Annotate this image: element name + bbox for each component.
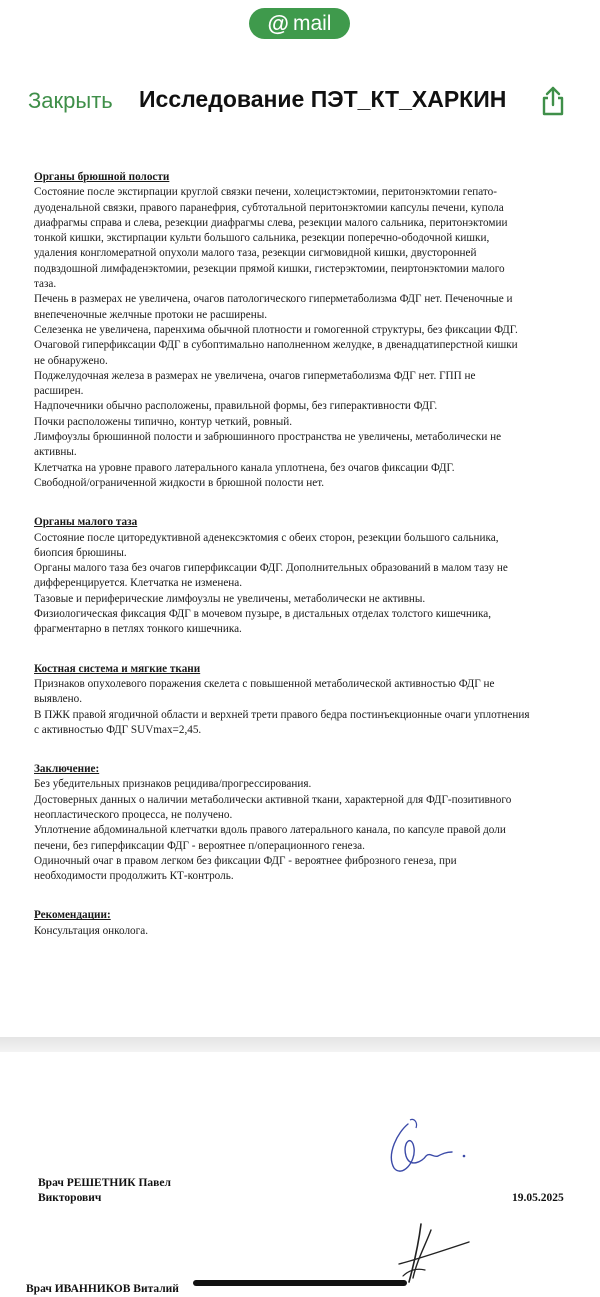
report-section: [34, 170, 582, 491]
report-line: дифференцируется. Клетчатка не изменена.: [34, 577, 243, 590]
report-line: активны.: [34, 446, 77, 459]
report-line: В ПЖК правой ягодичной области и верхней трети правого бедра постинъекционные очаги уплотнения: [34, 708, 530, 721]
signature-2: [395, 1220, 475, 1290]
section-heading: Заключение:: [34, 763, 100, 776]
report-line: Без убедительных признаков рецидива/прогрессирования.: [34, 778, 312, 791]
report-line: выявлено.: [34, 693, 83, 706]
report-line: удаления конгломератной опухоли малого таза, резекции сигмовидной кишки, двусторонней: [34, 247, 477, 260]
report-line: внепеченочные желчные протоки не расширены.: [34, 308, 268, 321]
doctor-1-name: Врач РЕШЕТНИК Павел Викторович: [38, 1177, 171, 1204]
report-line: дуоденальной связки, правого паранефрия, субтотальной перитонэктомии капсулы печени, купола: [34, 201, 504, 214]
report-line: Состояние после циторедуктивной аденексэктомия с обеих сторон, резекции большого сальника,: [34, 531, 499, 544]
document-content: [34, 170, 582, 963]
report-line: биопсия брюшины.: [34, 546, 127, 559]
navigation-bar: [0, 70, 600, 135]
report-line: Печень в размерах не увеличена, очагов патологического гиперметаболизма ФДГ нет. Печеночные и: [34, 293, 513, 306]
section-heading: Рекомендации:: [34, 909, 111, 922]
report-line: Уплотнение абдоминальной клетчатки вдоль правого латерального канала, по капсуле правой доли: [34, 824, 506, 837]
report-line: Физиологическая фиксация ФДГ в мочевом пузыре, в дистальных отделах толстого кишечника,: [34, 608, 492, 621]
report-line: печени, без гиперфиксации ФДГ - вероятнее п/операционного генеза.: [34, 839, 365, 852]
report-line: Состояние после экстирпации круглой связки печени, холецистэктомии, перитонэктомии гепато-: [34, 186, 497, 199]
report-line: не обнаружено.: [34, 354, 108, 367]
report-section: [34, 515, 582, 637]
report-line: необходимости продолжить КТ-контроль.: [34, 870, 234, 883]
report-line: Селезенка не увеличена, паренхима обычной плотности и гомогенной структуры, без фиксации ФДГ.: [34, 323, 518, 336]
report-line: диафрагмы справа и слева, резекции диафрагмы слева, резекции малого сальника, перитонэктомии: [34, 216, 508, 229]
report-date: 19.05.2025: [512, 1192, 564, 1204]
section-heading: Органы брюшной полости: [34, 171, 170, 183]
signature-page: [0, 1052, 600, 1297]
report-section: [34, 762, 582, 884]
signature-1: [380, 1112, 475, 1182]
at-icon: @: [267, 10, 289, 36]
report-section: [34, 908, 582, 939]
report-line: Свободной/ограниченной жидкости в брюшной полости нет.: [34, 476, 325, 489]
report-line: Тазовые и периферические лимфоузлы не увеличены, метаболически не активны.: [34, 592, 426, 605]
report-section: [34, 662, 582, 738]
document-title: Исследование ПЭТ_КТ_ХАРКИН: [139, 86, 507, 112]
doctor-2-name: Врач ИВАННИКОВ Виталий: [26, 1283, 179, 1295]
report-line: тонкой кишки, экстирпации культи большого сальника, резекции поперечно-ободочной кишки,: [34, 232, 490, 245]
report-line: подвздошной лимфаденэктомии, резекции прямой кишки, гистерэктомии, пеиртонэктомии малого: [34, 262, 505, 275]
report-line: Признаков опухолевого поражения скелета с повышенной метаболической активностью ФДГ не: [34, 677, 495, 690]
report-line: фрагментарно в петлях тонкого кишечника.: [34, 623, 242, 636]
share-icon[interactable]: [536, 84, 570, 118]
report-line: Очаговой гиперфиксации ФДГ в субоптимально наполненном желудке, в двенадцатиперстной кишки: [34, 339, 518, 352]
report-line: Надпочечники обычно расположены, правильной формы, без гиперактивности ФДГ.: [34, 400, 438, 413]
report-line: с активностью ФДГ SUVmax=2,45.: [34, 723, 202, 736]
report-line: Одиночный очаг в правом легком без фиксации ФДГ - вероятнее фиброзного генеза, при: [34, 854, 457, 867]
report-line: Достоверных данных о наличии метаболически активной ткани, характерной для ФДГ-позитивного: [34, 793, 512, 806]
report-line: таза.: [34, 278, 57, 291]
close-button[interactable]: Закрыть: [28, 88, 113, 113]
report-line: Поджелудочная железа в размерах не увеличена, очагов гиперметаболизма ФДГ нет. ГПП не: [34, 369, 476, 382]
report-line: Органы малого таза без очагов гиперфиксации ФДГ. Дополнительных образований в малом тазу не: [34, 562, 508, 575]
page-divider: [0, 1037, 600, 1052]
mail-app-label: mail: [292, 11, 332, 35]
report-line: Почки расположены типично, контур четкий, ровный.: [34, 415, 292, 428]
document-page: [0, 134, 600, 1037]
mail-app-pill[interactable]: [249, 8, 350, 39]
section-heading: Органы малого таза: [34, 516, 138, 529]
home-indicator[interactable]: [193, 1280, 407, 1286]
report-line: Лимфоузлы брюшинной полости и забрюшинного пространства не увеличены, метаболически не: [34, 431, 502, 444]
section-heading: Костная система и мягкие ткани: [34, 662, 201, 675]
report-line: расширен.: [34, 385, 84, 398]
report-line: неопластического процесса, не получено.: [34, 808, 233, 821]
report-line: Клетчатка на уровне правого латерального канала уплотнена, без очагов фиксации ФДГ.: [34, 461, 455, 474]
report-line: Консультация онколога.: [34, 924, 148, 937]
